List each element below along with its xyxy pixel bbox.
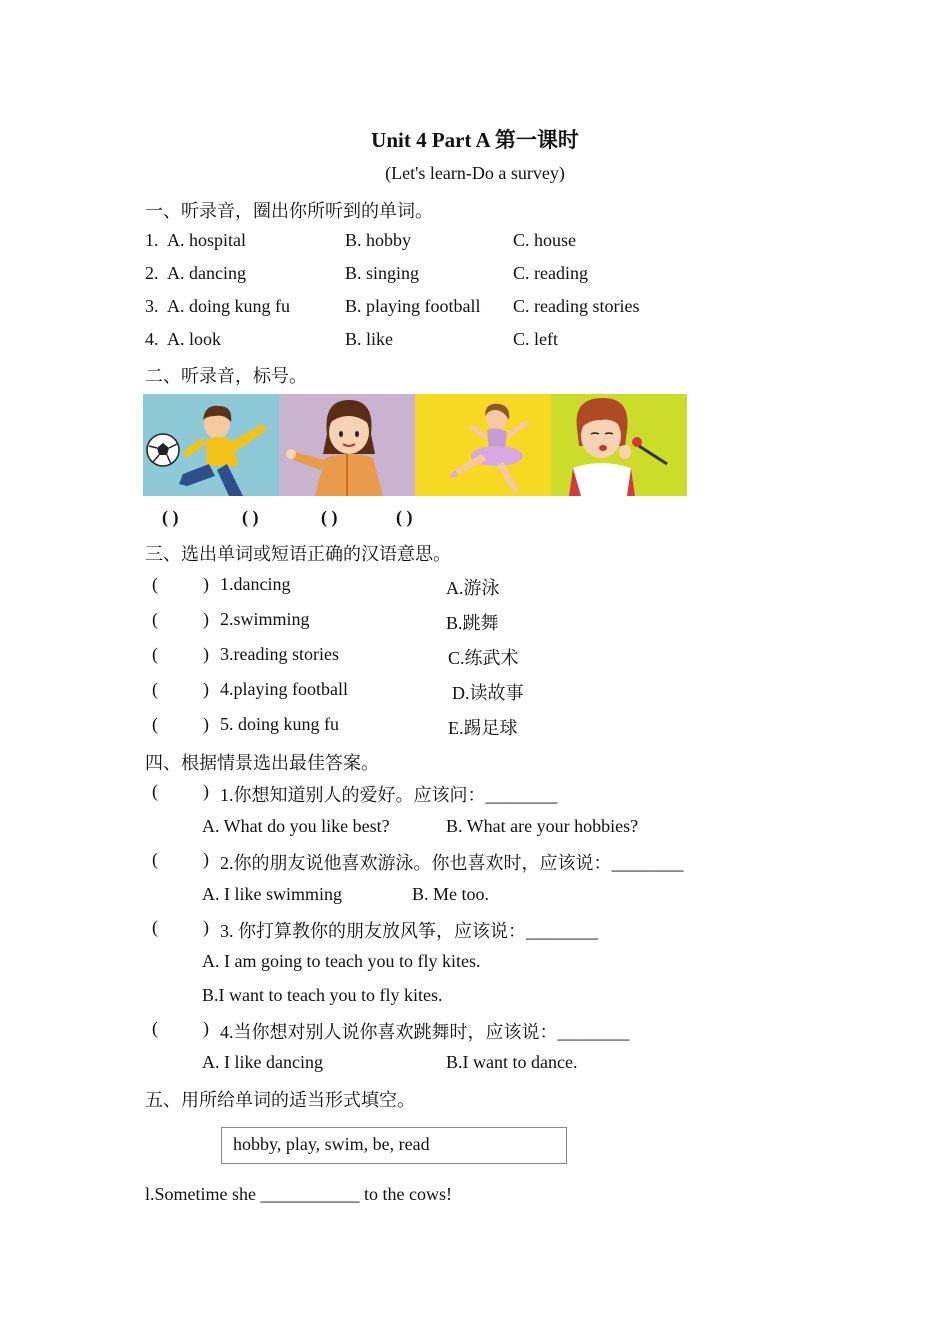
open-paren: ( <box>152 574 158 594</box>
word-box-text: hobby, play, swim, be, read <box>233 1134 430 1154</box>
open-paren: ( <box>152 781 158 801</box>
s1-option-b: B. singing <box>345 263 420 283</box>
section1-heading: 一、听录音，圈出你所听到的单词。 <box>145 201 433 221</box>
s3-item: 2.swimming <box>220 609 310 629</box>
s3-meaning: C.练武术 <box>448 648 519 668</box>
close-paren: ) <box>203 849 209 869</box>
page-title: Unit 4 Part A 第一课时 <box>371 128 579 152</box>
s4-option-a: A. I am going to teach you to fly kites. <box>202 951 481 971</box>
s1-option-a: A. hospital <box>167 230 246 250</box>
s3-meaning: B.跳舞 <box>446 613 499 633</box>
s1-num: 1. <box>145 230 159 250</box>
s3-meaning: D.读故事 <box>452 683 524 703</box>
s4-question: 3. 你打算教你的朋友放风筝，应该说：________ <box>220 921 598 941</box>
close-paren: ) <box>203 781 209 801</box>
girl-dancing-ballet-picture <box>415 394 551 496</box>
s3-meaning: E.踢足球 <box>448 718 518 738</box>
close-paren: ) <box>203 679 209 699</box>
s4-option-b: B.I want to dance. <box>446 1052 578 1072</box>
s4-question: 4.当你想对别人说你喜欢跳舞时，应该说：________ <box>220 1022 630 1042</box>
fill-blank-question: l.Sometime she ___________ to the cows! <box>145 1184 452 1204</box>
close-paren: ) <box>203 644 209 664</box>
s4-question: 1.你想知道别人的爱好。应该问：________ <box>220 785 558 805</box>
s1-option-b: B. hobby <box>345 230 412 250</box>
open-paren: ( <box>152 644 158 664</box>
section2-heading: 二、听录音，标号。 <box>145 366 307 386</box>
s1-num: 3. <box>145 296 159 316</box>
word-box <box>221 1127 567 1164</box>
open-paren: ( <box>152 714 158 734</box>
girl-doing-kung-fu-picture <box>279 394 415 496</box>
s4-option-b: B.I want to teach you to fly kites. <box>202 985 443 1005</box>
answer-blank[interactable]: ( ) <box>396 507 413 527</box>
section5-heading: 五、用所给单词的适当形式填空。 <box>145 1090 415 1110</box>
s3-meaning: A.游泳 <box>446 578 500 598</box>
page-subtitle: (Let's learn-Do a survey) <box>385 163 565 183</box>
s1-option-c: C. reading <box>513 263 588 283</box>
close-paren: ) <box>203 1018 209 1038</box>
open-paren: ( <box>152 917 158 937</box>
boy-singing-microphone-picture <box>551 394 687 496</box>
s1-option-c: C. left <box>513 329 558 349</box>
close-paren: ) <box>203 609 209 629</box>
close-paren: ) <box>203 917 209 937</box>
s3-item: 5. doing kung fu <box>220 714 339 734</box>
close-paren: ) <box>203 714 209 734</box>
s1-option-a: A. dancing <box>167 263 246 283</box>
answer-blank[interactable]: ( ) <box>242 507 259 527</box>
s1-num: 2. <box>145 263 159 283</box>
s4-option-a: A. I like dancing <box>202 1052 323 1072</box>
s3-item: 3.reading stories <box>220 644 339 664</box>
s1-num: 4. <box>145 329 159 349</box>
boy-kicking-football-picture <box>143 394 279 496</box>
s1-option-c: C. house <box>513 230 576 250</box>
answer-blank[interactable]: ( ) <box>162 507 179 527</box>
section4-heading: 四、根据情景选出最佳答案。 <box>145 753 379 773</box>
s1-option-b: B. like <box>345 329 393 349</box>
open-paren: ( <box>152 679 158 699</box>
answer-blank[interactable]: ( ) <box>321 507 338 527</box>
close-paren: ) <box>203 574 209 594</box>
open-paren: ( <box>152 849 158 869</box>
s3-item: 4.playing football <box>220 679 348 699</box>
s3-item: 1.dancing <box>220 574 291 594</box>
s1-option-a: A. doing kung fu <box>167 296 290 316</box>
s1-option-b: B. playing football <box>345 296 481 316</box>
open-paren: ( <box>152 1018 158 1038</box>
section3-heading: 三、选出单词或短语正确的汉语意思。 <box>145 544 451 564</box>
s1-option-c: C. reading stories <box>513 296 640 316</box>
s4-option-a: A. I like swimming <box>202 884 342 904</box>
open-paren: ( <box>152 609 158 629</box>
s4-question: 2.你的朋友说他喜欢游泳。你也喜欢时，应该说：________ <box>220 853 684 873</box>
picture-strip <box>143 394 687 496</box>
s4-option-b: B. Me too. <box>412 884 490 904</box>
s1-option-a: A. look <box>167 329 221 349</box>
s4-option-b: B. What are your hobbies? <box>446 816 639 836</box>
s4-option-a: A. What do you like best? <box>202 816 390 836</box>
